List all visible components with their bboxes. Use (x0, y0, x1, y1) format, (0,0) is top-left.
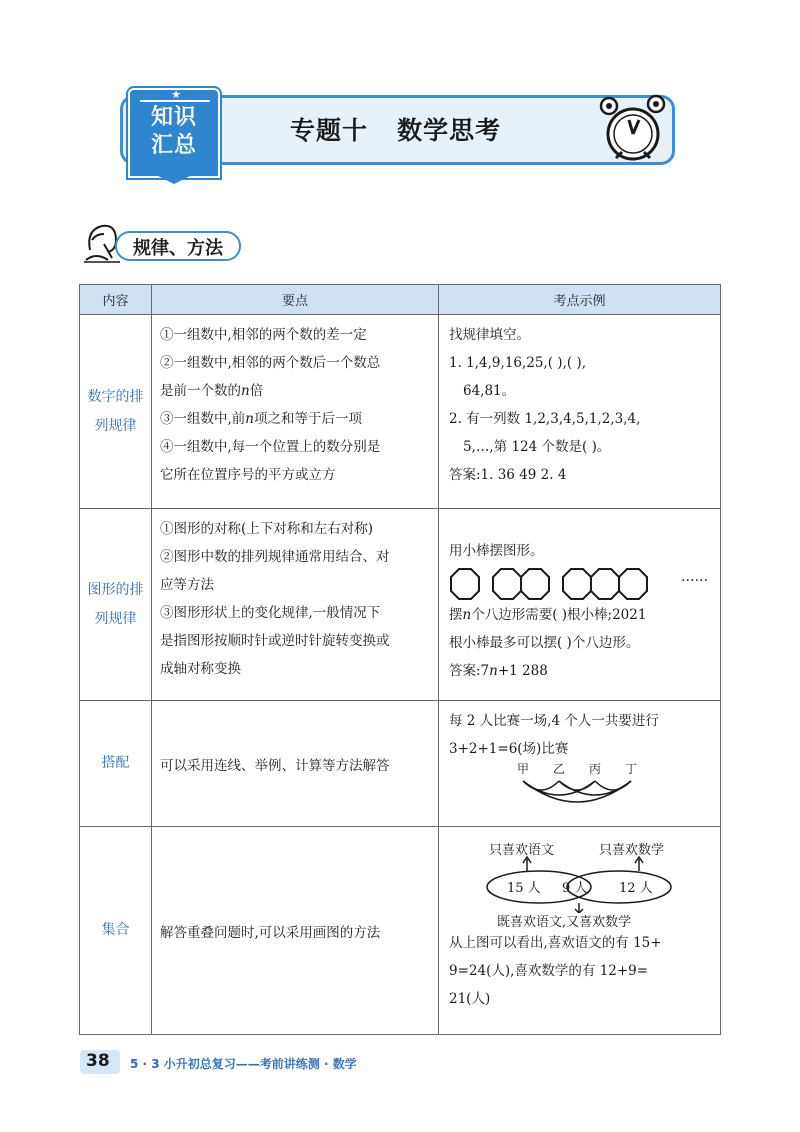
venn-label: 只喜欢语文 (489, 843, 555, 858)
topic-line: 搭配 (101, 755, 130, 771)
topic-line: 列规律 (94, 417, 137, 434)
venn-count: 12 人 (619, 881, 653, 896)
badge-line-1: 知识 (150, 105, 197, 130)
table-row (80, 827, 721, 1035)
row-topic (80, 315, 152, 509)
venn-label: 既喜欢语文,又喜欢数学 (497, 915, 632, 930)
page-number: 38 (86, 1051, 110, 1071)
answer-line: 答案:7n+1 288 (449, 663, 548, 679)
topic-line: 集合 (101, 922, 130, 938)
venn-diagram (449, 833, 712, 929)
badge-line-2: 汇总 (150, 133, 197, 158)
example-line: 9=24(人),喜欢数学的有 12+9= (449, 963, 649, 979)
table-row (80, 509, 721, 701)
topic-line: 数字的排 (87, 388, 144, 405)
person-label: 甲 (517, 762, 530, 776)
row-points (152, 827, 439, 1035)
table-row (80, 701, 721, 827)
row-topic (80, 827, 152, 1035)
example-line: 1. 1,4,9,16,25,( ),( ), (449, 355, 586, 371)
match-diagram (449, 763, 712, 813)
point-line: 成轴对称变换 (160, 661, 241, 677)
point-line: 是指图形按顺时针或逆时针旋转变换或 (160, 633, 390, 649)
person-label: 丁 (625, 762, 638, 776)
point-line: ④一组数中,每一个位置上的数分别是 (160, 439, 381, 455)
column-header: 考点示例 (439, 285, 721, 315)
row-points (152, 509, 439, 701)
example-line: 从上图可以看出,喜欢语文的有 15+ (449, 935, 662, 951)
point-line: 它所在位置序号的平方或立方 (160, 467, 336, 483)
point-line: ①图形的对称(上下对称和左右对称) (160, 521, 374, 537)
octagon-icon (449, 567, 679, 603)
ellipsis: …… (681, 569, 708, 585)
row-points (152, 315, 439, 509)
table-row (80, 315, 721, 509)
row-example (439, 827, 721, 1035)
venn-label: 只喜欢数学 (599, 843, 665, 858)
point-line: 解答重叠问题时,可以采用画图的方法 (160, 924, 381, 941)
venn-count: 15 人 (507, 881, 541, 896)
example-line: 21(人) (449, 991, 491, 1007)
point-line: 可以采用连线、举例、计算等方法解答 (160, 757, 390, 774)
row-topic (80, 701, 152, 827)
badge-ribbon-tail (150, 172, 198, 184)
octagon-figures (449, 565, 712, 601)
example-line: 3+2+1=6(场)比赛 (449, 741, 569, 757)
star-icon: ★ (171, 88, 181, 101)
example-line: 64,81。 (463, 383, 516, 399)
point-line: ②图形中数的排列规律通常用结合、对 (160, 549, 390, 565)
example-line: 5,…,第 124 个数是( )。 (463, 439, 611, 455)
row-example (439, 315, 721, 509)
venn-count: 9 人 (562, 881, 588, 896)
person-label: 丙 (589, 762, 602, 776)
point-line: 是前一个数的n倍 (160, 383, 264, 399)
topic-line: 列规律 (94, 610, 137, 627)
column-header: 内容 (80, 285, 152, 315)
answer-line: 答案:1. 36 49 2. 4 (449, 467, 567, 483)
column-header: 要点 (152, 285, 439, 315)
row-topic (80, 509, 152, 701)
badge-label (138, 104, 210, 160)
page-title: 专题十 数学思考 (290, 116, 502, 145)
knowledge-table (79, 284, 721, 1035)
person-label: 乙 (553, 762, 566, 776)
example-line: 找规律填空。 (449, 327, 530, 343)
row-example (439, 509, 721, 701)
section-heading: 规律、方法 (133, 238, 223, 259)
example-line: 摆n个八边形需要( )根小棒;2021 (449, 607, 647, 623)
example-line: 用小棒摆图形。 (449, 543, 544, 559)
point-line: 应等方法 (160, 577, 214, 593)
alarm-clock-icon (596, 92, 676, 164)
point-line: ③图形形状上的变化规律,一般情况下 (160, 605, 381, 621)
row-example (439, 701, 721, 827)
point-line: ①一组数中,相邻的两个数的差一定 (160, 327, 367, 343)
table-header-row (80, 285, 721, 315)
point-line: ②一组数中,相邻的两个数后一个数总 (160, 355, 381, 371)
example-line: 2. 有一列数 1,2,3,4,5,1,2,3,4, (449, 411, 641, 427)
row-points (152, 701, 439, 827)
footer-text: 5 · 3 小升初总复习——考前讲练测 · 数学 (130, 1057, 357, 1071)
example-line: 根小棒最多可以摆( )个八边形。 (449, 635, 640, 651)
example-line: 每 2 人比赛一场,4 个人一共要进行 (449, 713, 659, 729)
topic-line: 图形的排 (87, 581, 144, 598)
point-line: ③一组数中,前n项之和等于后一项 (160, 411, 362, 427)
connection-arcs (509, 779, 649, 815)
